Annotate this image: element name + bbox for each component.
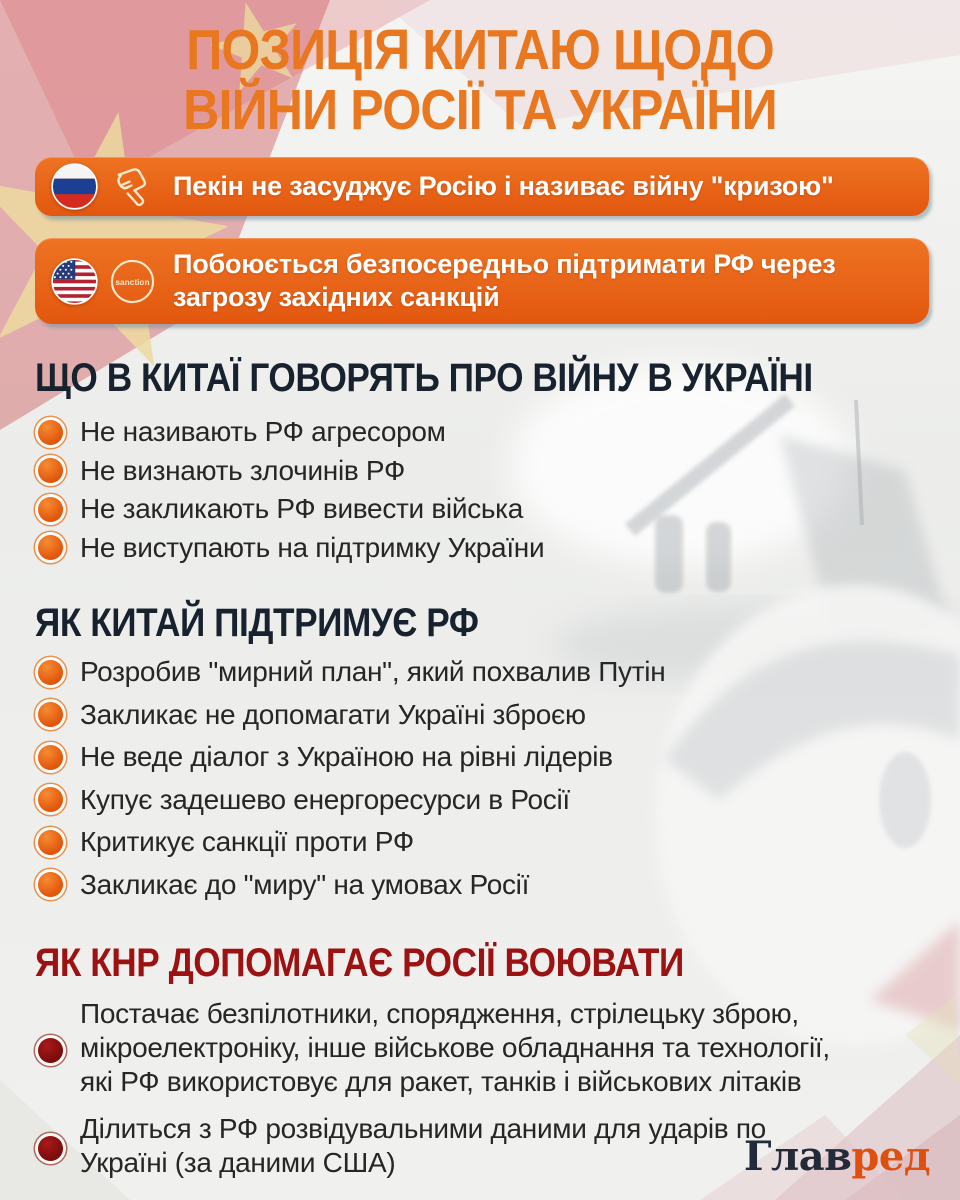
banner-beijing-crisis: [35, 157, 929, 216]
list-item: [35, 413, 544, 452]
page-title-line1: ПОЗИЦІЯ КИТАЮ ЩОДО: [186, 18, 774, 82]
banner-text: Пекін не засуджує Росію і називає війну "кризою": [173, 171, 834, 201]
russia-flag-icon: [51, 163, 98, 210]
item-text: Ділиться з РФ розвідувальними даними для ударів по Україні (за даними США): [80, 1113, 766, 1178]
item-text: Не закликають РФ вивести війська: [80, 493, 524, 525]
banner-text: Побоюється безпосередньо підтримати РФ через загрозу західних санкцій: [173, 249, 836, 312]
item-text: Закликає до "миру" на умовах Росії: [80, 868, 530, 900]
list-item: [35, 694, 665, 737]
list-item: [35, 821, 665, 864]
bullet-list-what-china-says: [35, 413, 544, 567]
section-heading-what-china-says: ЩО В КИТАЇ ГОВОРЯТЬ ПРО ВІЙНУ В УКРАЇНІ: [35, 356, 813, 400]
list-item: [35, 736, 665, 779]
bullet-icon: [38, 745, 63, 770]
item-text: Критикує санкції проти РФ: [80, 826, 414, 858]
bullet-icon: [38, 1038, 63, 1063]
usa-flag-icon: [51, 258, 98, 305]
bullet-icon: [38, 660, 63, 685]
bullet-icon: [38, 787, 63, 812]
item-text: Не визнають злочинів РФ: [80, 454, 405, 486]
list-item: [35, 529, 544, 568]
thumbs-down-icon: [109, 163, 156, 210]
list-item: [35, 1112, 860, 1180]
bullet-icon: [38, 1136, 63, 1161]
page-title-line2: ВІЙНИ РОСІЇ ТА УКРАЇНИ: [183, 78, 777, 142]
sanction-circle-icon: [109, 258, 156, 305]
bullet-list-how-china-supports: [35, 651, 665, 906]
bullet-icon: [38, 497, 63, 522]
section-heading-how-china-supports: ЯК КИТАЙ ПІДТРИМУЄ РФ: [35, 601, 479, 645]
item-text: Розробив "мирний план", який похвалив Путін: [80, 656, 666, 688]
list-item: [35, 997, 860, 1099]
list-item: [35, 864, 665, 907]
page-title: [58, 20, 903, 140]
glavred-logo: [744, 1133, 930, 1180]
bullet-icon: [38, 872, 63, 897]
item-text: Не виступають на підтримку України: [80, 531, 545, 563]
bullet-icon: [38, 830, 63, 855]
bullet-list-how-china-helps-fight: [35, 997, 860, 1193]
item-text: Закликає не допомагати Україні зброєю: [80, 698, 586, 730]
bullet-icon: [38, 535, 63, 560]
item-text: Не веде діалог з Україною на рівні лідерів: [80, 741, 613, 773]
logo-part-red: ред: [851, 1133, 930, 1180]
banner-sanctions-fear: [35, 238, 929, 324]
bullet-icon: [38, 458, 63, 483]
svg-text:sanction: sanction: [115, 276, 150, 287]
list-item: [35, 779, 665, 822]
section-heading-how-china-helps-fight: ЯК КНР ДОПОМАГАЄ РОСІЇ ВОЮВАТИ: [35, 941, 684, 985]
list-item: [35, 452, 544, 491]
item-text: Не називають РФ агресором: [80, 416, 446, 448]
list-item: [35, 651, 665, 694]
item-text: Постачає безпілотники, спорядження, стрілецьку зброю, мікроелектроніку, інше військове обладнання та технології, які РФ використовує для ракет, танків і військових літаків: [80, 998, 830, 1097]
list-item: [35, 490, 544, 529]
logo-part-glav: Глав: [743, 1133, 852, 1180]
bullet-icon: [38, 702, 63, 727]
bullet-icon: [38, 420, 63, 445]
item-text: Купує задешево енергоресурси в Росії: [80, 783, 570, 815]
